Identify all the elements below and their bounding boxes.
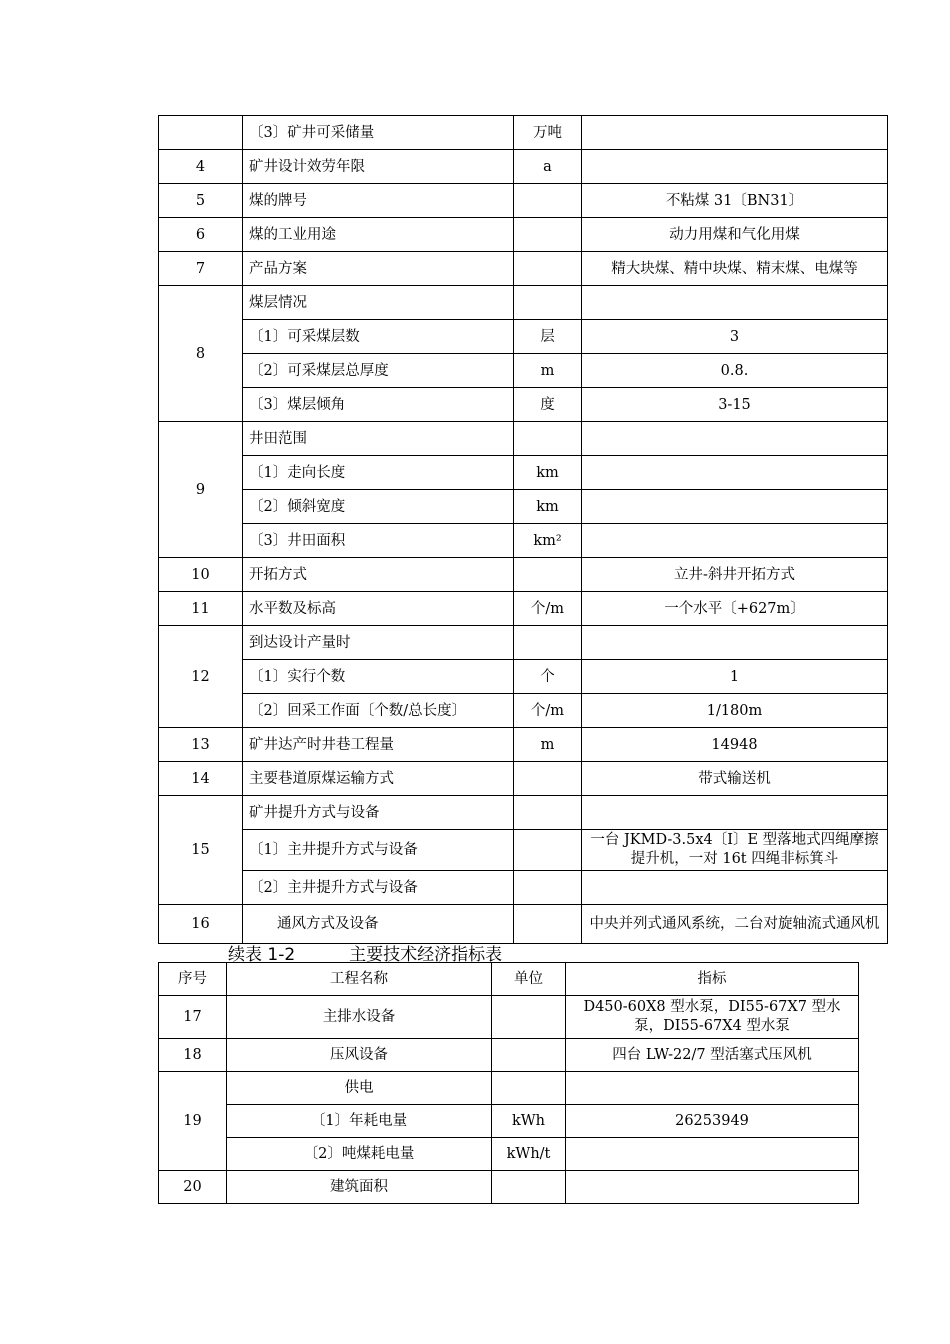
table-row [159, 524, 888, 558]
item-value: 3-15 [582, 388, 888, 422]
table-row [159, 422, 888, 456]
item-name: 煤的牌号 [243, 184, 514, 218]
row-number: 8 [159, 286, 243, 422]
caption-prefix: 续表 1-2 [228, 945, 296, 965]
table-row [159, 1072, 859, 1105]
item-name: 〔2〕吨煤耗电量 [227, 1138, 492, 1171]
indicator-table-part1 [158, 115, 888, 944]
item-value: 精大块煤、精中块煤、精末煤、电煤等 [582, 252, 888, 286]
item-name: 〔1〕实行个数 [243, 660, 514, 694]
table-row [159, 1138, 859, 1171]
table-row [159, 558, 888, 592]
item-name: 〔3〕矿井可采储量 [243, 116, 514, 150]
item-unit: km² [514, 524, 582, 558]
row-number: 16 [159, 905, 243, 944]
item-unit: km [514, 490, 582, 524]
item-value [582, 116, 888, 150]
row-number: 5 [159, 184, 243, 218]
item-value: 中央并列式通风系统，二台对旋轴流式通风机 [582, 905, 888, 944]
item-unit [492, 996, 566, 1039]
table-row [159, 320, 888, 354]
item-value: 26253949 [566, 1105, 859, 1138]
table-row [159, 626, 888, 660]
item-value: 带式输送机 [582, 762, 888, 796]
row-number: 18 [159, 1039, 227, 1072]
item-unit: kWh [492, 1105, 566, 1138]
item-unit: kWh/t [492, 1138, 566, 1171]
table-row [159, 490, 888, 524]
item-value: 3 [582, 320, 888, 354]
item-value [582, 422, 888, 456]
table-row [159, 830, 888, 871]
item-value: 0.8. [582, 354, 888, 388]
table-row [159, 184, 888, 218]
item-name: 供电 [227, 1072, 492, 1105]
item-unit [514, 626, 582, 660]
table-row [159, 354, 888, 388]
item-name: 〔2〕回采工作面〔个数/总长度〕 [243, 694, 514, 728]
item-value [582, 796, 888, 830]
table-row [159, 286, 888, 320]
item-name: 矿井达产时井巷工程量 [243, 728, 514, 762]
item-unit [514, 905, 582, 944]
table-row [159, 592, 888, 626]
header-number: 序号 [159, 963, 227, 996]
item-value: 一台 JKMD-3.5x4〔I〕E 型落地式四绳摩擦提升机，一对 16t 四绳非标箕斗 [582, 830, 888, 871]
item-name: 〔1〕可采煤层数 [243, 320, 514, 354]
item-value [566, 1072, 859, 1105]
item-value [566, 1171, 859, 1204]
item-name: 压风设备 [227, 1039, 492, 1072]
item-name: 〔1〕走向长度 [243, 456, 514, 490]
table-row [159, 762, 888, 796]
row-number: 7 [159, 252, 243, 286]
item-value [582, 150, 888, 184]
item-unit: 万吨 [514, 116, 582, 150]
item-value: 动力用煤和气化用煤 [582, 218, 888, 252]
header-unit: 单位 [492, 963, 566, 996]
item-value: 不粘煤 31〔BN31〕 [582, 184, 888, 218]
table-row [159, 728, 888, 762]
row-number: 6 [159, 218, 243, 252]
item-name: 开拓方式 [243, 558, 514, 592]
item-value: 1 [582, 660, 888, 694]
item-unit: a [514, 150, 582, 184]
item-unit [492, 1039, 566, 1072]
item-unit [514, 252, 582, 286]
item-name: 建筑面积 [227, 1171, 492, 1204]
item-name: 主排水设备 [227, 996, 492, 1039]
item-value: 14948 [582, 728, 888, 762]
table-row [159, 218, 888, 252]
item-unit: km [514, 456, 582, 490]
item-unit [514, 830, 582, 871]
row-number: 9 [159, 422, 243, 558]
item-unit [514, 422, 582, 456]
item-value: 一个水平〔+627m〕 [582, 592, 888, 626]
item-value [582, 286, 888, 320]
item-value [582, 490, 888, 524]
item-value [582, 871, 888, 905]
item-unit: m [514, 728, 582, 762]
row-number [159, 116, 243, 150]
item-name: 矿井提升方式与设备 [243, 796, 514, 830]
table-row [159, 1171, 859, 1204]
item-unit [492, 1171, 566, 1204]
table-row [159, 150, 888, 184]
row-number: 11 [159, 592, 243, 626]
item-unit [492, 1072, 566, 1105]
table-row [159, 871, 888, 905]
row-number: 4 [159, 150, 243, 184]
item-name: 〔2〕主井提升方式与设备 [243, 871, 514, 905]
item-name: 〔1〕主井提升方式与设备 [243, 830, 514, 871]
item-name: 〔2〕可采煤层总厚度 [243, 354, 514, 388]
table-row [159, 388, 888, 422]
table-row [159, 694, 888, 728]
item-unit: m [514, 354, 582, 388]
table-row [159, 796, 888, 830]
item-value: 1/180m [582, 694, 888, 728]
item-unit: 个/m [514, 592, 582, 626]
table-row [159, 456, 888, 490]
table-row [159, 905, 888, 944]
row-number: 19 [159, 1072, 227, 1171]
row-number: 14 [159, 762, 243, 796]
indicator-table-part2 [158, 962, 859, 1204]
header-name: 工程名称 [227, 963, 492, 996]
row-number: 17 [159, 996, 227, 1039]
item-name: 井田范围 [243, 422, 514, 456]
item-unit [514, 762, 582, 796]
table-row [159, 1105, 859, 1138]
item-name: 〔3〕煤层倾角 [243, 388, 514, 422]
item-unit [514, 871, 582, 905]
item-name: 产品方案 [243, 252, 514, 286]
table-row [159, 1039, 859, 1072]
item-unit [514, 558, 582, 592]
item-unit [514, 218, 582, 252]
item-unit: 个/m [514, 694, 582, 728]
item-value [582, 524, 888, 558]
item-name: 〔1〕年耗电量 [227, 1105, 492, 1138]
row-number: 10 [159, 558, 243, 592]
item-value [566, 1138, 859, 1171]
item-unit [514, 184, 582, 218]
item-unit: 个 [514, 660, 582, 694]
item-name: 水平数及标高 [243, 592, 514, 626]
row-number: 12 [159, 626, 243, 728]
table-row [159, 996, 859, 1039]
item-unit: 层 [514, 320, 582, 354]
item-value [582, 626, 888, 660]
table-row [159, 660, 888, 694]
row-number: 20 [159, 1171, 227, 1204]
table-row [159, 252, 888, 286]
item-name: 〔3〕井田面积 [243, 524, 514, 558]
item-name: 主要巷道原煤运输方式 [243, 762, 514, 796]
item-value [582, 456, 888, 490]
caption-title: 主要技术经济指标表 [349, 945, 503, 965]
item-name: 矿井设计效劳年限 [243, 150, 514, 184]
item-value: 立井-斜井开拓方式 [582, 558, 888, 592]
item-value: D450-60X8 型水泵，DI55-67X7 型水泵，DI55-67X4 型水泵 [566, 996, 859, 1039]
item-name: 到达设计产量时 [243, 626, 514, 660]
item-name: 〔2〕倾斜宽度 [243, 490, 514, 524]
item-name: 通风方式及设备 [243, 905, 514, 944]
table-header-row [159, 963, 859, 996]
item-unit [514, 796, 582, 830]
table-row [159, 116, 888, 150]
item-name: 煤的工业用途 [243, 218, 514, 252]
row-number: 13 [159, 728, 243, 762]
item-unit: 度 [514, 388, 582, 422]
header-value: 指标 [566, 963, 859, 996]
row-number: 15 [159, 796, 243, 905]
item-unit [514, 286, 582, 320]
item-value: 四台 LW-22/7 型活塞式压风机 [566, 1039, 859, 1072]
item-name: 煤层情况 [243, 286, 514, 320]
